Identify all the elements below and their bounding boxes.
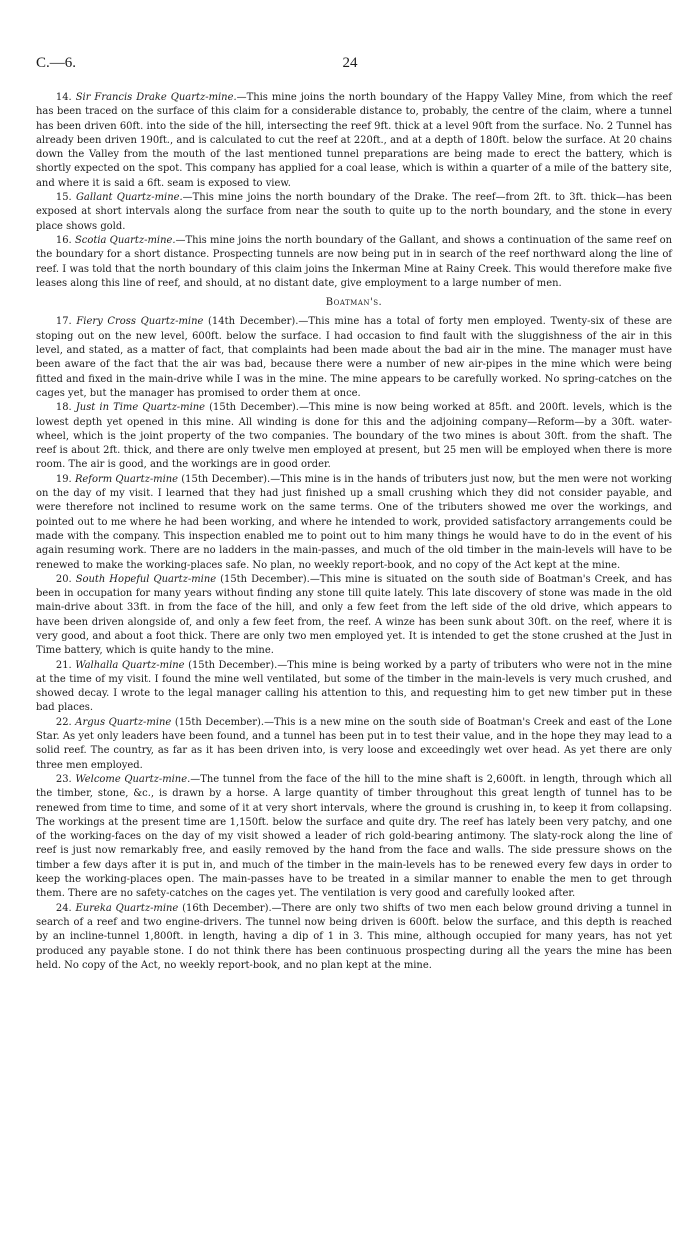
paragraph-reform: 19. Reform Quartz-mine (15th December).—This mine is in the hands of tributers just now, but the men were not working on the day of my visit. I learned that they had just finished up a small crushing which they did not consider payable, and were therefore not inclined to resume work on the same terms. One of the tributers showed me over the workings, and pointed out to me where he had been working, and where he intended to work, provided satisfactory arrangements could be made with the company. This inspection enabled me to point out to him many things he would have to do in the event of his again resuming work. There are no ladders in the main-passes, and much of the old timber in the main-levels will have to be renewed to make the working-places safe. No plan, no weekly report-book, and no copy of the Act kept at the mine. — [36, 473, 672, 571]
paragraph-text: —The tunnel from the face of the hill to the mine shaft is 2,600ft. in length, through which all the timber, stone, &c., is drawn by a horse. A large quantity of timber throughout this great length of tunnel has to be renewed from time to time, and some of it at very short intervals, where the ground is crushing in, to keep it from collapsing. The workings at the present time are 1,150ft. below the surface and quite dry. The reef has lately been very patchy, and one of the working-faces on the day of my visit showed a leader of rich gold-bearing antimony. The slaty-rock along the line of reef is just now remarkably free, and easily removed by the hand from the face and walls. The side pressure shows on the timber a few days after it is put in, and much of the timber in the main-levels has to be renewed every few days in order to keep the working-places open. The main-passes have to be treated in a similar manner to enable the men to get through them. There are no safety-catches on the cages yet. The ventilation is very good and carefully looked after. — [36, 773, 672, 900]
paragraph-text: —This mine joins the north boundary of the Drake. The reef—from 2ft. to 3ft. thick—has been exposed at short intervals along the surface from near the south to quite up to the north boundary, and the stone in every place shows gold. — [36, 192, 672, 232]
visit-date: (15th December) — [205, 402, 296, 414]
paragraph-text: .—This is a new mine on the south side of Boatman's Creek and east of the Lone Star. As yet only leaders have been found, and a tunnel has been put in to test their value, and in the hope they may lead to a solid reef. The country, as far as it has been driven into, is very loose and exceedingly wet over head. As yet there are only three men employed. — [36, 716, 672, 771]
section-heading-boatmans: Boatman's. — [325, 297, 383, 309]
paragraph-text: .—This mine is situated on the south side of Boatman's Creek, and has been in occupation for many years without finding any stone till quite lately. This late discovery of stone was made in the old main-drive about 33ft. in from the face of the hill, and only a few feet from the left side of the old drive, which appears to have been driven alongside of, and only a few feet from, the reef. A winze has been sunk about 30ft. on the reef, where it is very good, and about a foot thick. There are only two men employed yet. It is intended to get the stone crushed at the Just in Time battery, which is quite handy to the mine. — [36, 573, 672, 657]
paragraph-text: .—This mine is in the hands of tributers just now, but the men were not working on the day of my visit. I learned that they had just finished up a small crushing which they did not consider payable, and were therefore not inclined to resume work on the same terms. One of the tributers showed me over the workings, and pointed out to me where he had been working, and where he intended to work, provided satisfactory arrangements could be made with the company. This inspection enabled me to point out to him many things he would have to do in the event of his again resuming work. There are no ladders in the main-passes, and much of the old timber in the main-levels will have to be renewed to make the working-places safe. No plan, no weekly report-book, and no copy of the Act kept at the mine. — [36, 473, 672, 571]
visit-date: (15th December) — [184, 659, 275, 671]
paragraph-welcome: 23. Welcome Quartz-mine.—The tunnel from the face of the hill to the mine shaft is 2,600ft. in length, through which all the timber, stone, &c., is drawn by a horse. A large quantity of timber throughout this great length of tunnel has to be renewed from time to time, and some of it at very short intervals, where the ground is crushing in, to keep it from collapsing. The workings at the present time are 1,150ft. below the surface and quite dry. The reef has lately been very patchy, and one of the working-faces on the day of my visit showed a leader of rich gold-bearing antimony. The slaty-rock along the line of reef is just now remarkably free, and easily removed by the hand from the face and walls. The side pressure shows on the timber a few days after it is put in, and much of the timber in the main-levels has to be renewed every few days in order to keep the working-places open. The main-passes have to be treated in a similar manner to enable the men to get through them. There are no safety-catches on the cages yet. The ventilation is very good and carefully looked after. — [36, 773, 672, 900]
paragraph-gallant: 15. Gallant Quartz-mine.—This mine joins the north boundary of the Drake. The reef—from 2ft. to 3ft. thick—has been exposed at short intervals along the surface from near the south to quite up to the north boundary, and the stone in every place shows gold. — [36, 192, 672, 232]
mine-name: Fiery Cross Quartz-mine — [76, 316, 204, 328]
document-reference: C.—6. — [36, 55, 77, 71]
mine-name: Reform Quartz-mine — [74, 473, 179, 485]
mine-name: Argus Quartz-mine — [75, 716, 172, 728]
mine-name: Walhalla Quartz-mine — [75, 659, 185, 671]
paragraph-scotia: 16. Scotia Quartz-mine.—This mine joins the north boundary of the Gallant, and shows a continuation of the same reef on the boundary for a short distance. Prospecting tunnels are now being put in in search of the reef northward along the line of reef. I was told that the north boundary of this claim joins the Inkerman Mine at Rainy Creek. This would therefore make five leases along this line of reef, and should, at no distant date, give employment to a large number of men. — [36, 234, 672, 289]
page-header — [36, 55, 664, 77]
mine-name: Welcome Quartz-mine. — [75, 773, 191, 785]
paragraph-south-hopeful: 20. South Hopeful Quartz-mine (15th December).—This mine is situated on the south side of Boatman's Creek, and has been in occupation for many years without finding any stone till quite lately. This late discovery of stone was made in the old main-drive about 33ft. in from the face of the hill, and only a few feet from the left side of the old drive, which appears to have been driven alongside of, and only a few feet from, the reef. A winze has been sunk about 30ft. on the reef, where it is very good, and about a foot thick. There are only two men employed yet. It is intended to get the stone crushed at the Just in Time battery, which is quite handy to the mine. — [36, 573, 672, 657]
paragraph-text: .—This mine is now being worked at 85ft. and 200ft. levels, which is the lowest depth yet opened in this mine. All winding is done for this and the adjoining company—Reform—by a 30ft. water-wheel, which is the joint property of the two companies. The boundary of the two mines is about 30ft. from the shaft. The reef is about 2ft. thick, and there are only twelve men employed at present, but 25 men will be employed when there is more room. The air is good, and the workings are in good order. — [36, 402, 672, 471]
paragraph-text: —This mine joins the north boundary of the Happy Valley Mine, from which the reef has been traced on the surface of this claim for a considerable distance to, probably, the centre of the claim, where a tunnel has been driven 60ft. into the side of the hill, intersecting the reef 9ft. thick at a level 90ft from the surface. No. 2 Tunnel has already been driven 190ft., and is calculated to cut the reef at 220ft., and at a depth of 180ft. below the surface. At 20 chains down the Valley from the mouth of the last mentioned tunnel preparations are being made to erect the battery, which is shortly expected on the spot. This company has applied for a coal lease, which is within a quarter of a mile of the battery site, and where it is said a 6ft. seam is exposed to view. — [36, 92, 672, 189]
document-body — [36, 91, 672, 973]
paragraph-argus: 22. Argus Quartz-mine (15th December).—This is a new mine on the south side of Boatman's Creek and east of the Lone Star. As yet only leaders have been found, and a tunnel has been put in to test their value, and in the hope they may lead to a solid reef. The country, as far as it has been driven into, is very loose and exceedingly wet over head. As yet there are only three men employed. — [36, 716, 672, 771]
visit-date: (16th December) — [178, 902, 269, 914]
mine-name: Sir Francis Drake Quartz-mine. — [75, 92, 237, 103]
visit-date: (15th December) — [178, 473, 268, 485]
paragraph-just-in-time: 18. Just in Time Quartz-mine (15th December).—This mine is now being worked at 85ft. and 200ft. levels, which is the lowest depth yet opened in this mine. All winding is done for this and the adjoining company—Reform—by a 30ft. water-wheel, which is the joint property of the two companies. The boundary of the two mines is about 30ft. from the shaft. The reef is about 2ft. thick, and there are only twelve men employed at present, but 25 men will be employed when there is more room. The air is good, and the workings are in good order. — [36, 402, 672, 471]
mine-name: Scotia Quartz-mine. — [74, 234, 176, 246]
visit-date: (14th December) — [203, 316, 296, 328]
visit-date: (15th December) — [171, 716, 261, 728]
paragraph-fiery-cross: 17. Fiery Cross Quartz-mine (14th December).—This mine has a total of forty men employed. Twenty-six of these are stoping out on the new level, 600ft. below the surface. I had occasion to find fault with the sluggishness of the air in this level, and stated, as a matter of fact, that complaints had been made about the bad air in the mine. The manager must have been aware of the fact that the air was bad, because there were a number of new air-pipes in the mine which were being fitted and fixed in the main-drive while I was in the mine. The mine appears to be carefully worked. No spring-catches on the cages yet, but the manager has promised to order them at once. — [36, 316, 672, 399]
paragraph-text: —This mine joins the north boundary of the Gallant, and shows a continuation of the same reef on the boundary for a short distance. Prospecting tunnels are now being put in in search of the reef northward along the line of reef. I was told that the north boundary of this claim joins the Inkerman Mine at Rainy Creek. This would therefore make five leases along this line of reef, and should, at no distant date, give employment to a large number of men. — [36, 234, 672, 289]
paragraph-walhalla: 21. Walhalla Quartz-mine (15th December).—This mine is being worked by a party of tributers who were not in the mine at the time of my visit. I found the mine well ventilated, but some of the timber in the main-levels is very much crushed, and showed decay. I wrote to the legal manager calling his attention to this, and requesting him to get new timber put in these bad places. — [36, 659, 673, 714]
paragraph-text: .—This mine has a total of forty men employed. Twenty-six of these are stoping out on the new level, 600ft. below the surface. I had occasion to find fault with the sluggishness of the air in this level, and stated, as a matter of fact, that complaints had been made about the bad air in the mine. The manager must have been aware of the fact that the air was bad, because there were a number of new air-pipes in the mine which were being fitted and fixed in the main-drive while I was in the mine. The mine appears to be carefully worked. No spring-catches on the cages yet, but the manager has promised to order them at once. — [36, 316, 672, 399]
paragraph-sir-francis-drake: 14. Sir Francis Drake Quartz-mine.—This mine joins the north boundary of the Happy Valley Mine, from which the reef has been traced on the surface of this claim for a considerable distance to, probably, the centre of the claim, where a tunnel has been driven 60ft. into the side of the hill, intersecting the reef 9ft. thick at a level 90ft from the surface. No. 2 Tunnel has already been driven 190ft., and is calculated to cut the reef at 220ft., and at a depth of 180ft. below the surface. At 20 chains down the Valley from the mouth of the last mentioned tunnel preparations are being made to erect the battery, which is shortly expected on the spot. This company has applied for a coal lease, which is within a quarter of a mile of the battery site, and where it is said a 6ft. seam is exposed to view. — [36, 92, 672, 189]
paragraph-text: .—There are only two shifts of two men each below ground driving a tunnel in search of a reef and two engine-drivers. The tunnel now being driven is 600ft. below the surface, and this depth is reached by an incline-tunnel 1,800ft. in length, having a dip of 1 in 3. This mine, although occupied for many years, has not yet produced any payable stone. I do not think there has been continuous prospecting during all the years the mine has been held. No copy of the Act, no weekly report-book, and no plan kept at the mine. — [36, 902, 672, 971]
visit-date: (15th December) — [216, 573, 307, 585]
page-number: 24 — [342, 55, 358, 71]
paragraph-text: .—This mine is being worked by a party of tributers who were not in the mine at the time of my visit. I found the mine well ventilated, but some of the timber in the main-levels is very much crushed, and showed decay. I wrote to the legal manager calling his attention to this, and requesting him to get new timber put in these bad places. — [36, 659, 673, 714]
mine-name: Eureka Quartz-mine — [75, 902, 179, 914]
paragraph-eureka: 24. Eureka Quartz-mine (16th December).—There are only two shifts of two men each below ground driving a tunnel in search of a reef and two engine-drivers. The tunnel now being driven is 600ft. below the surface, and this depth is reached by an incline-tunnel 1,800ft. in length, having a dip of 1 in 3. This mine, although occupied for many years, has not yet produced any payable stone. I do not think there has been continuous prospecting during all the years the mine has been held. No copy of the Act, no weekly report-book, and no plan kept at the mine. — [36, 902, 672, 971]
mine-name: Just in Time Quartz-mine — [75, 402, 206, 414]
mine-name: South Hopeful Quartz-mine — [75, 573, 217, 585]
mine-name: Gallant Quartz-mine. — [75, 192, 183, 204]
